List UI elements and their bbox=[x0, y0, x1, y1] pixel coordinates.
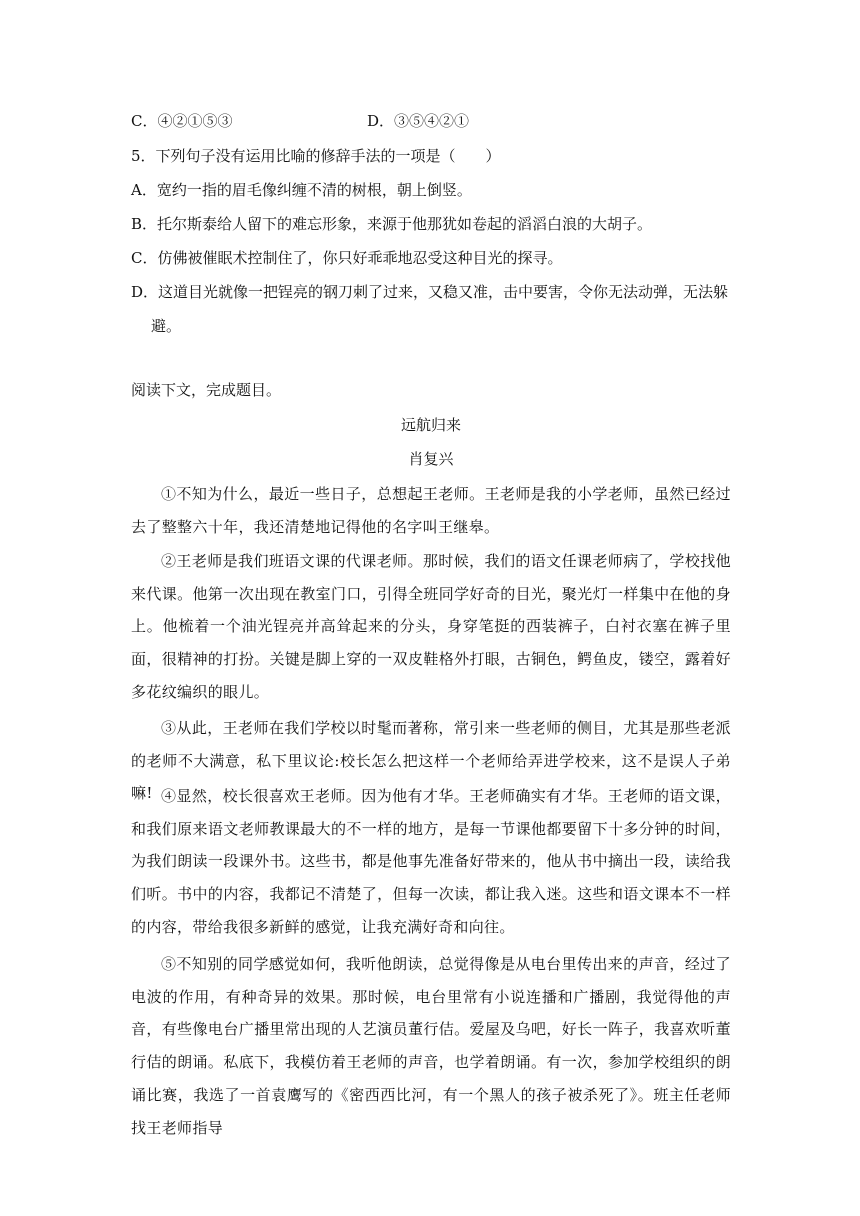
paragraph-5: ⑤不知别的同学感觉如何，我听他朗读，总觉得像是从电台里传出来的声音，经过了电波的作用，有种奇异的效果。那时候，电台里常有小说连播和广播剧，我觉得他的声音，有些像电台广播里常出现的人艺演员董行佶。爱屋及乌吧，好长一阵子，我喜欢听董行佶的朗诵。私底下，我模仿着王老师的声音，也学着朗诵。有一次，参加学校组织的朗诵比赛，我选了一首袁鹰写的《密西西比河，有一个黑人的孩子被杀死了》。班主任老师找王老师指导 bbox=[131, 955, 731, 1137]
article-author: 肖复兴 bbox=[408, 450, 454, 468]
question4-options bbox=[131, 111, 731, 131]
paragraph-3: ③从此，王老师在我们学校以时髦而著称，常引来一些老师的侧目，尤其是那些老派的老师不大满意，私下里议论:校长怎么把这样一个老师给弄进学校来，这不是误人子弟嘛! bbox=[131, 719, 731, 803]
paragraph-4: ④显然，校长很喜欢王老师。因为他有才华。王老师确实有才华。王老师的语文课，和我们原来语文老师教课最大的不一样的地方，是每一节课他都要留下十多分钟的时间，为我们朗读一段课外书。这些书，都是他事先准备好带来的，他从书中摘出一段，读给我们听。书中的内容，我都记不清楚了，但每一次读，都让我入迷。这些和语文课本不一样的内容，带给我很多新鲜的感觉，让我充满好奇和向往。 bbox=[131, 787, 731, 936]
reading-instruction: 阅读下文，完成题目。 bbox=[131, 381, 282, 399]
paragraph-2: ②王老师是我们班语文课的代课老师。那时候，我们的语文任课老师病了，学校找他来代课。他第一次出现在教室门口，引得全班同学好奇的目光，聚光灯一样集中在他的身上。他梳着一个油光锃亮并高耸起来的分头，身穿笔挺的西装裤子，白衬衣塞在裤子里面，很精神的打扮。关键是脚上穿的一双皮鞋格外打眼，古铜色，鳄鱼皮，镂空，露着好多花纹编织的眼儿。 bbox=[131, 552, 731, 701]
q5-option-d-line2: 避。 bbox=[151, 317, 182, 335]
q5-stem: 5．下列句子没有运用比喻的修辞手法的一项是（ ） bbox=[131, 147, 501, 165]
q4-option-d: D．③⑤④②① bbox=[367, 112, 470, 130]
article-title: 远航归来 bbox=[400, 416, 461, 434]
q5-option-c: C．仿佛被催眠术控制住了，你只好乖乖地忍受这种目光的探寻。 bbox=[131, 249, 563, 267]
q5-option-b: B．托尔斯泰给人留下的难忘形象，来源于他那犹如卷起的滔滔白浪的大胡子。 bbox=[131, 215, 653, 233]
paragraph-1: ①不知为什么，最近一些日子，总想起王老师。王老师是我的小学老师，虽然已经过去了整整六十年，我还清楚地记得他的名字叫王继皋。 bbox=[131, 485, 731, 536]
q5-option-a: A．宽约一指的眉毛像纠缠不清的树根，朝上倒竖。 bbox=[131, 181, 472, 199]
q5-option-d-line1: D．这道目光就像一把锃亮的钢刀刺了过来，又稳又准，击中要害，令你无法动弹，无法躲 bbox=[131, 283, 729, 301]
q4-option-c: C．④②①⑤③ bbox=[131, 112, 233, 130]
